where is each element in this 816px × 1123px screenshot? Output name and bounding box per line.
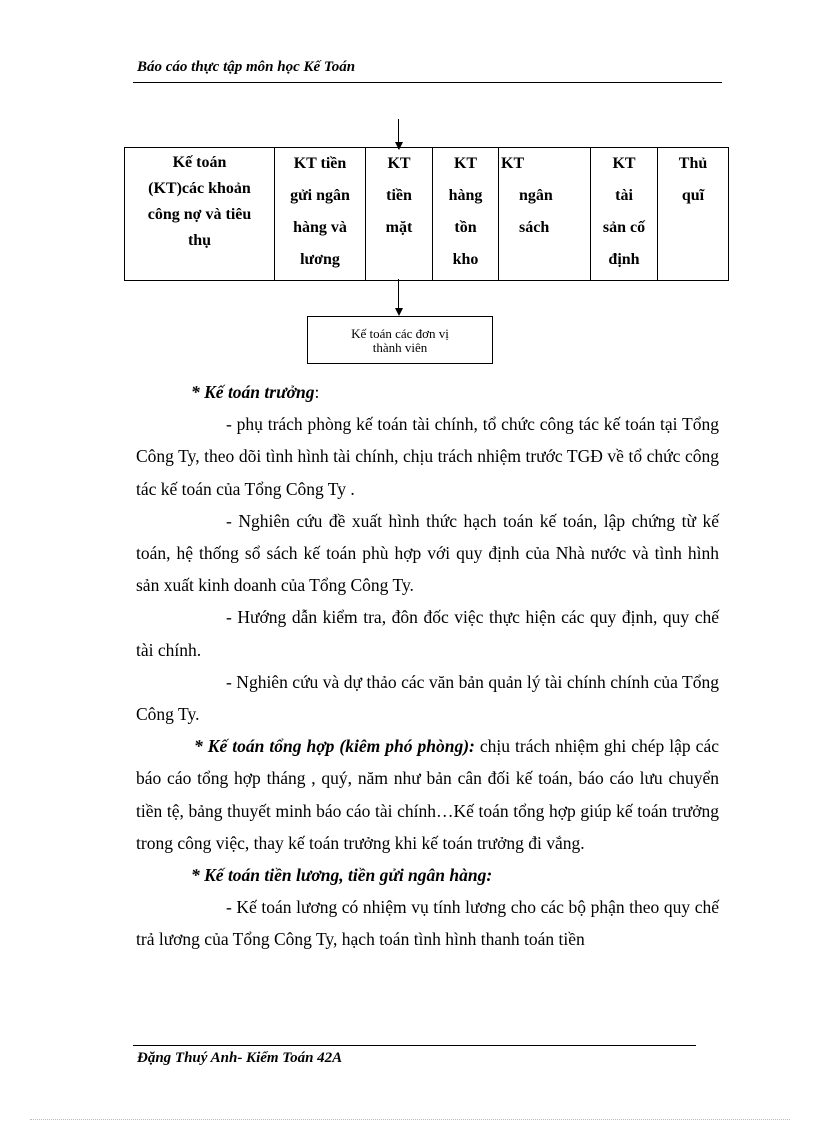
dept-receivables xyxy=(125,148,275,281)
heading-salary-bank: * Kế toán tiền lương, tiền gửi ngân hàng: xyxy=(191,865,493,886)
member-units-line: Kế toán các đơn vị xyxy=(351,326,449,341)
dept-line: hàng xyxy=(448,187,483,204)
dept-line: sách xyxy=(519,219,550,236)
dept-line: tồn xyxy=(454,219,477,236)
section-heading xyxy=(136,859,719,891)
paragraph: - Hướng dẫn kiểm tra, đôn đốc việc thực hiện các quy định, quy chế tài chính. xyxy=(136,607,719,660)
footer-rule xyxy=(133,1045,696,1046)
dept-line: quĩ xyxy=(681,187,705,204)
dept-line: lương xyxy=(300,251,340,268)
dept-line: Thủ xyxy=(678,155,708,172)
paragraph: - phụ trách phòng kế toán tài chính, tổ chức công tác kế toán tại Tổng Công Ty, theo dõi tình hình tài chính, chịu trách nhiệm trước TGĐ về tổ chức công tác kế toán của Tổng Công Ty . xyxy=(136,414,719,499)
member-units-box xyxy=(307,316,493,364)
arrow-bottom-line xyxy=(398,279,399,311)
department-table xyxy=(124,147,729,281)
heading-chief-accountant: * Kế toán trưởng xyxy=(191,382,315,402)
dept-line: Kế toán xyxy=(172,154,227,171)
dept-line: KT xyxy=(612,155,636,172)
dept-line: tài xyxy=(615,187,633,204)
member-units-line: thành viên xyxy=(372,340,428,355)
body-content xyxy=(136,376,719,956)
general-accountant-text: chịu trách nhiệm ghi chép lập các báo cáo tổng hợp tháng , quý, năm như bản cân đối kế toán, báo cáo lưu chuyển tiền tệ, bảng thuyết minh báo cáo tài chính…Kế toán tổng hợp giúp kế toán trưởng trong công việc, thay kế toán trưởng khi kế toán trưởng đi vắng. xyxy=(136,736,719,853)
page-footer: Đặng Thuý Anh- Kiểm Toán 42A xyxy=(137,1050,343,1066)
dept-line: mặt xyxy=(385,219,413,236)
paragraph: - Nghiên cứu và dự thảo các văn bản quản lý tài chính chính của Tổng Công Ty. xyxy=(136,671,719,725)
dept-line: KT tiền xyxy=(293,155,347,172)
page-edge-dots xyxy=(30,1119,790,1120)
page-header: Báo cáo thực tập môn học Kế Toán xyxy=(137,59,356,75)
arrow-bottom-head-icon xyxy=(395,308,403,316)
dept-line: ngân xyxy=(519,187,553,204)
dept-line: hàng và xyxy=(293,219,347,236)
dept-line: sản cố xyxy=(602,219,646,236)
heading-suffix: : xyxy=(314,382,320,402)
dept-line: thụ xyxy=(187,232,212,249)
dept-bank-salary xyxy=(275,148,366,281)
dept-budget xyxy=(499,148,591,281)
paragraph xyxy=(136,730,719,859)
dept-line: định xyxy=(608,251,640,268)
dept-treasurer xyxy=(658,148,729,281)
dept-fixed-assets xyxy=(591,148,658,281)
dept-line: công nợ và tiêu xyxy=(147,206,252,223)
dept-line: (KT)các khoản xyxy=(148,180,251,197)
paragraph: - Kế toán lương có nhiệm vụ tính lương cho các bộ phận theo quy chế trả lương của Tổng Công Ty, hạch toán tình hình thanh toán tiền xyxy=(136,897,719,950)
header-rule xyxy=(133,82,722,83)
dept-line: KT xyxy=(387,155,411,172)
dept-line: KT xyxy=(453,155,478,172)
dept-cash xyxy=(366,148,433,281)
dept-line: kho xyxy=(452,251,479,268)
paragraph: - Nghiên cứu đề xuất hình thức hạch toán kế toán, lập chứng từ kế toán, hệ thống sổ sách kế toán phù hợp với quy định của Nhà nước và tình hình sản xuất kinh doanh của Tổng Công Ty. xyxy=(136,510,719,596)
dept-line: tiền xyxy=(386,187,412,204)
heading-general-accountant: * Kế toán tổng hợp (kiêm phó phòng): xyxy=(194,736,475,757)
dept-line: gửi ngân xyxy=(290,187,350,204)
section-heading xyxy=(136,376,719,408)
dept-inventory xyxy=(433,148,499,281)
dept-line: KT xyxy=(501,155,525,172)
